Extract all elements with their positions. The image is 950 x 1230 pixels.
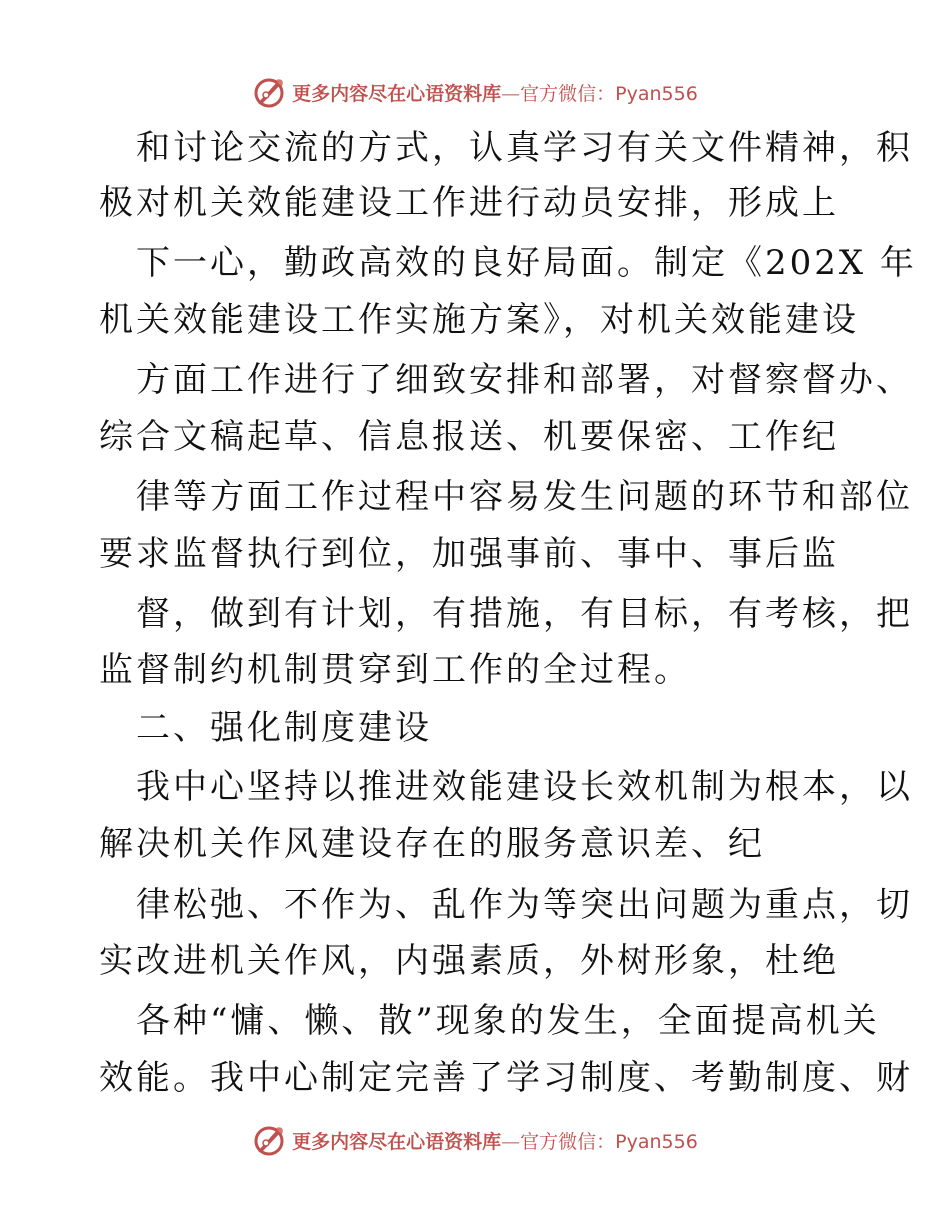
text-line: 和讨论交流的方式，认真学习有关文件精神，积 [136, 128, 913, 168]
footer-watermark [0, 1120, 950, 1160]
text-line: 极对机关效能建设工作进行动员安排，形成上 [99, 183, 839, 223]
text-line: 督，做到有计划，有措施，有目标，有考核，把 [136, 594, 913, 634]
quill-logo-icon [252, 1123, 286, 1157]
text-line: 效能。我中心制定完善了学习制度、考勤制度、财 [99, 1058, 913, 1098]
text-line: 机关效能建设工作实施方案》，对机关效能建设 [99, 300, 859, 340]
text-line: 下一心，勤政高效的良好局面。制定《202X 年 [136, 243, 917, 283]
section-heading: 二、强化制度建设 [136, 708, 432, 748]
watermark-text: 更多内容尽在心语资料库—官方微信：Pyan556 [292, 82, 698, 105]
watermark-text: 更多内容尽在心语资料库—官方微信：Pyan556 [292, 1130, 698, 1153]
text-line: 解决机关作风建设存在的服务意识差、纪 [99, 824, 765, 864]
header-watermark [0, 72, 950, 112]
text-line: 方面工作进行了细致安排和部署，对督察督办、 [136, 360, 913, 400]
text-line: 监督制约机制贯穿到工作的全过程。 [99, 650, 691, 690]
text-line: 律松弛、不作为、乱作为等突出问题为重点，切 [136, 885, 913, 925]
text-line: 各种“慵、懒、散”现象的发生，全面提高机关 [136, 1001, 880, 1041]
text-line: 律等方面工作过程中容易发生问题的环节和部位 [136, 477, 913, 517]
text-line: 综合文稿起草、信息报送、机要保密、工作纪 [99, 417, 839, 457]
text-line: 要求监督执行到位，加强事前、事中、事后监 [99, 534, 839, 574]
quill-logo-icon [252, 75, 286, 109]
text-line: 实改进机关作风，内强素质，外树形象，杜绝 [99, 941, 839, 981]
text-line: 我中心坚持以推进效能建设长效机制为根本，以 [136, 767, 913, 807]
